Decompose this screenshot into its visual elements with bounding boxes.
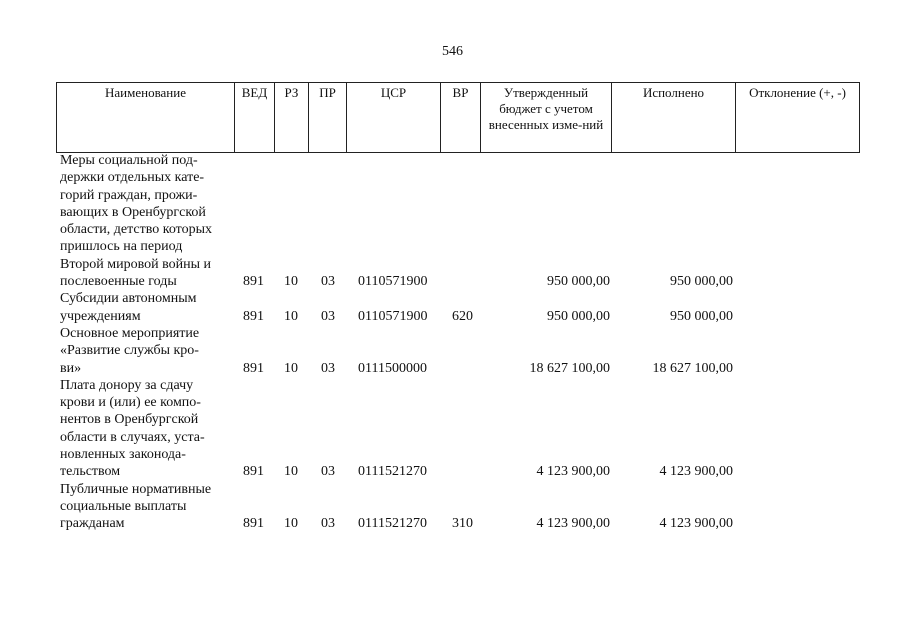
row-pr: 03 (321, 360, 335, 376)
column-header-executed: Исполнено (612, 83, 736, 153)
row-csr: 0111521270 (358, 464, 427, 480)
row-vr: 620 (452, 308, 473, 324)
column-header-ved: ВЕД (235, 83, 275, 153)
row-name: Меры социальной под- держки отдельных кате- горий граждан, прожи- вающих в Оренбургской области, детство которых пришлось на период Второй мировой войны и послевоенные годы (60, 153, 213, 290)
row-name: Основное мероприятие «Развитие службы кро- ви» (60, 325, 200, 376)
row-executed: 950 000,00 (670, 308, 733, 324)
column-header-name: Наименование (57, 83, 235, 153)
row-approved-budget: 950 000,00 (547, 274, 610, 290)
table-row (60, 481, 860, 533)
column-header-pr: ПР (309, 83, 347, 153)
row-name: Плата донору за сдачу крови и (или) ее компо- нентов в Оренбургской области в случаях, уста- новленных законода- тельством (60, 377, 205, 480)
row-rz: 10 (284, 464, 298, 480)
column-header-csr: ЦСР (347, 83, 441, 153)
column-header-deviation: Отклонение (+, -) (736, 83, 860, 153)
table-header (56, 82, 860, 153)
page-number: 546 (442, 44, 463, 59)
row-csr: 0110571900 (358, 308, 428, 324)
row-approved-budget: 4 123 900,00 (536, 516, 610, 532)
column-header-vr: ВР (441, 83, 481, 153)
row-vr: 310 (452, 516, 473, 532)
row-csr: 0111521270 (358, 516, 427, 532)
row-ved: 891 (243, 464, 264, 480)
row-approved-budget: 18 627 100,00 (529, 360, 610, 376)
row-executed: 950 000,00 (670, 274, 733, 290)
row-approved-budget: 4 123 900,00 (536, 464, 610, 480)
table-row (60, 377, 860, 481)
row-executed: 18 627 100,00 (652, 360, 733, 376)
row-pr: 03 (321, 516, 335, 532)
row-rz: 10 (284, 360, 298, 376)
row-pr: 03 (321, 464, 335, 480)
table-row (60, 290, 860, 325)
row-pr: 03 (321, 308, 335, 324)
row-csr: 0111500000 (358, 360, 427, 376)
row-name: Публичные нормативные социальные выплаты гражданам (60, 481, 212, 532)
table-row (60, 325, 860, 377)
row-rz: 10 (284, 308, 298, 324)
row-rz: 10 (284, 274, 298, 290)
row-csr: 0110571900 (358, 274, 428, 290)
table-body (60, 152, 860, 533)
row-executed: 4 123 900,00 (659, 516, 733, 532)
column-header-rz: РЗ (275, 83, 309, 153)
row-ved: 891 (243, 360, 264, 376)
row-name: Субсидии автономным учреждениям (60, 291, 197, 324)
row-ved: 891 (243, 516, 264, 532)
row-rz: 10 (284, 516, 298, 532)
column-header-approved-budget: Утвержденный бюджет с учетом внесенных изме-ний (481, 83, 612, 153)
row-executed: 4 123 900,00 (659, 464, 733, 480)
row-pr: 03 (321, 274, 335, 290)
row-approved-budget: 950 000,00 (547, 308, 610, 324)
row-ved: 891 (243, 274, 264, 290)
table-row (60, 152, 860, 290)
row-ved: 891 (243, 308, 264, 324)
